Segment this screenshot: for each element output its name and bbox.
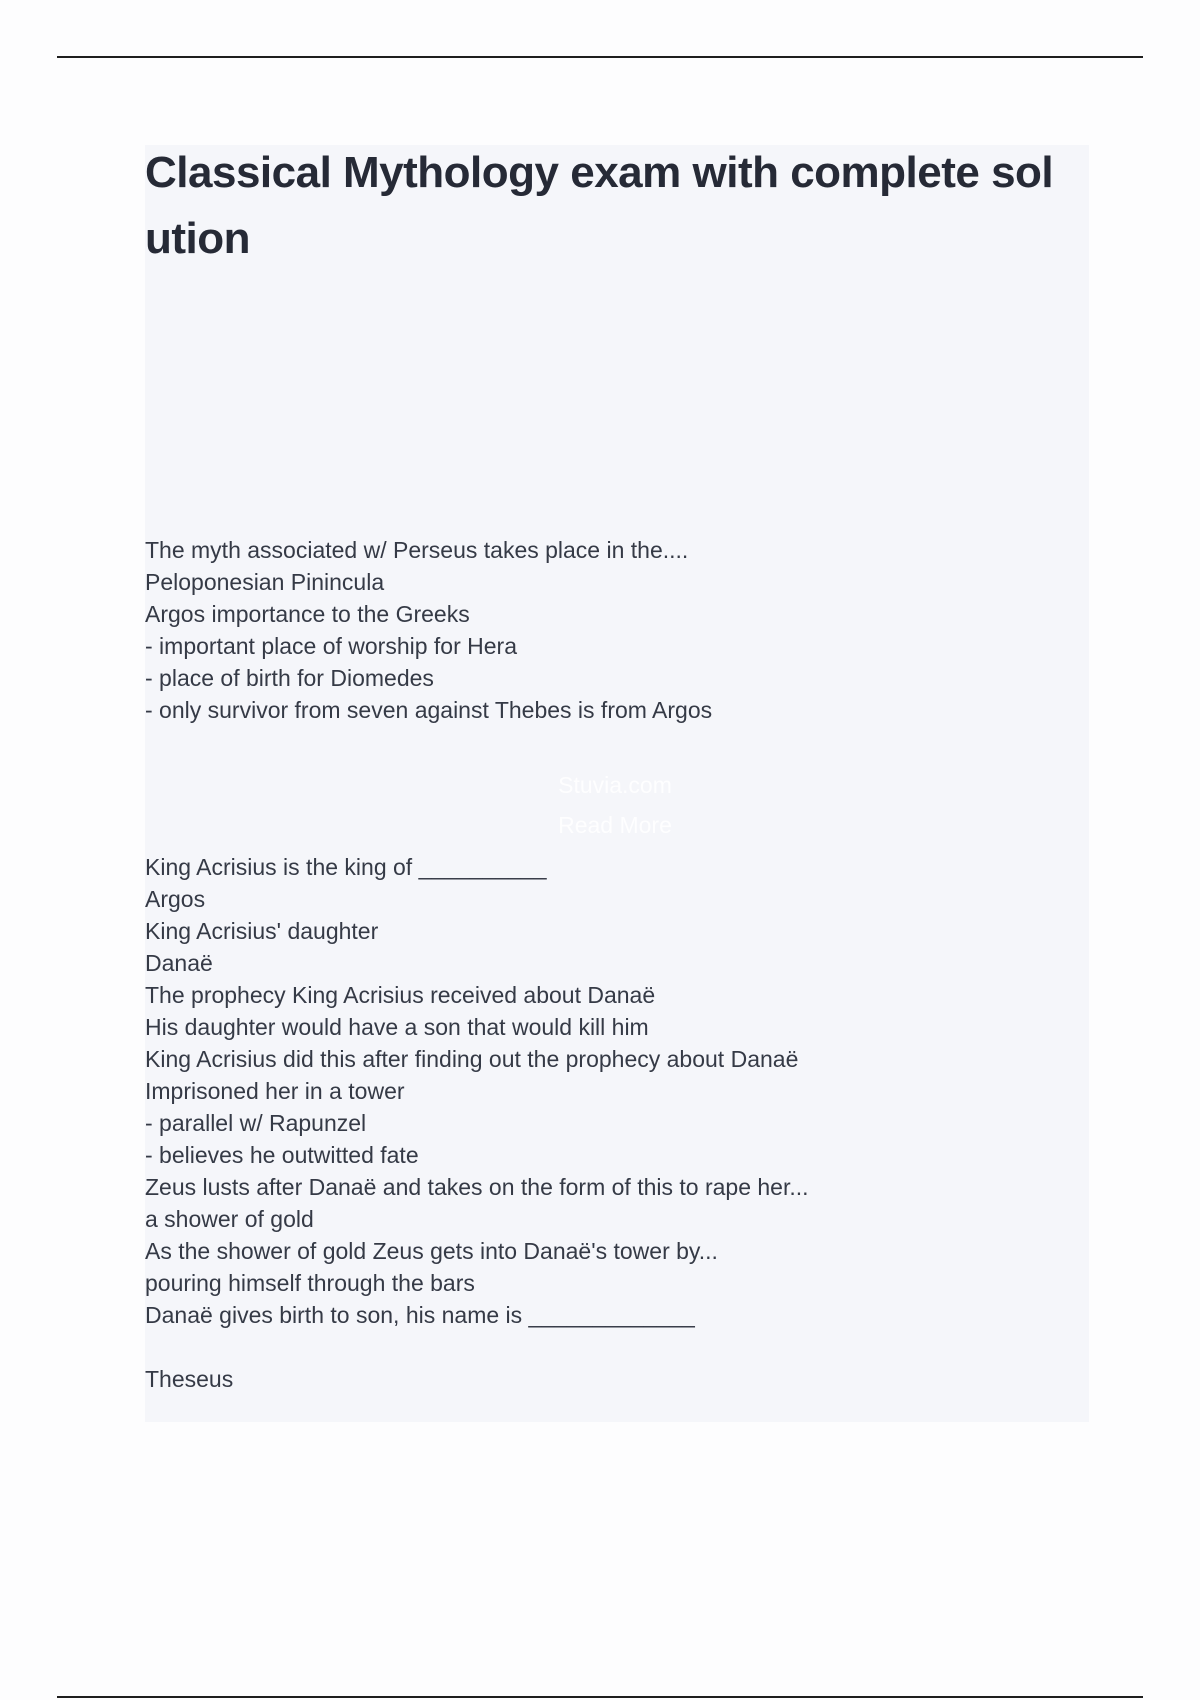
text-line: The myth associated w/ Perseus takes place in the.... [145, 537, 689, 563]
watermark-line: Read More [558, 812, 672, 838]
text-line: Argos importance to the Greeks [145, 601, 470, 627]
bottom-rule [57, 1696, 1143, 1698]
text-line: Danaë [145, 950, 213, 976]
watermark-line: Stuvia.com [558, 772, 672, 798]
top-rule [57, 56, 1143, 58]
text-line: His daughter would have a son that would kill him [145, 1014, 649, 1040]
watermark [500, 765, 730, 845]
text-line: King Acrisius is the king of __________ [145, 854, 547, 880]
text-line: Argos [145, 886, 206, 912]
text-line: pouring himself through the bars [145, 1270, 475, 1296]
document-title: Classical Mythology exam with complete solution [145, 148, 1054, 263]
text-line: Theseus [145, 1366, 234, 1392]
text-line: King Acrisius did this after finding out the prophecy about Danaë [145, 1046, 799, 1072]
text-line: Peloponesian Pinincula [145, 569, 385, 595]
text-line: Danaë gives birth to son, his name is _____________ [145, 1302, 695, 1328]
text-line: Imprisoned her in a tower [145, 1078, 405, 1104]
text-line: - only survivor from seven against Thebes is from Argos [145, 697, 713, 723]
text-block-perseus [145, 534, 712, 726]
blank-line [145, 1331, 809, 1363]
text-line: Zeus lusts after Danaë and takes on the form of this to rape her... [145, 1174, 809, 1200]
text-line: - parallel w/ Rapunzel [145, 1110, 367, 1136]
text-line: - place of birth for Diomedes [145, 665, 434, 691]
text-line: King Acrisius' daughter [145, 918, 379, 944]
text-line: The prophecy King Acrisius received about Danaë [145, 982, 656, 1008]
text-line: - believes he outwitted fate [145, 1142, 419, 1168]
text-block-acrisius [145, 851, 809, 1395]
text-line: a shower of gold [145, 1206, 314, 1232]
text-line: - important place of worship for Hera [145, 633, 517, 659]
text-line: As the shower of gold Zeus gets into Danaë's tower by... [145, 1238, 718, 1264]
